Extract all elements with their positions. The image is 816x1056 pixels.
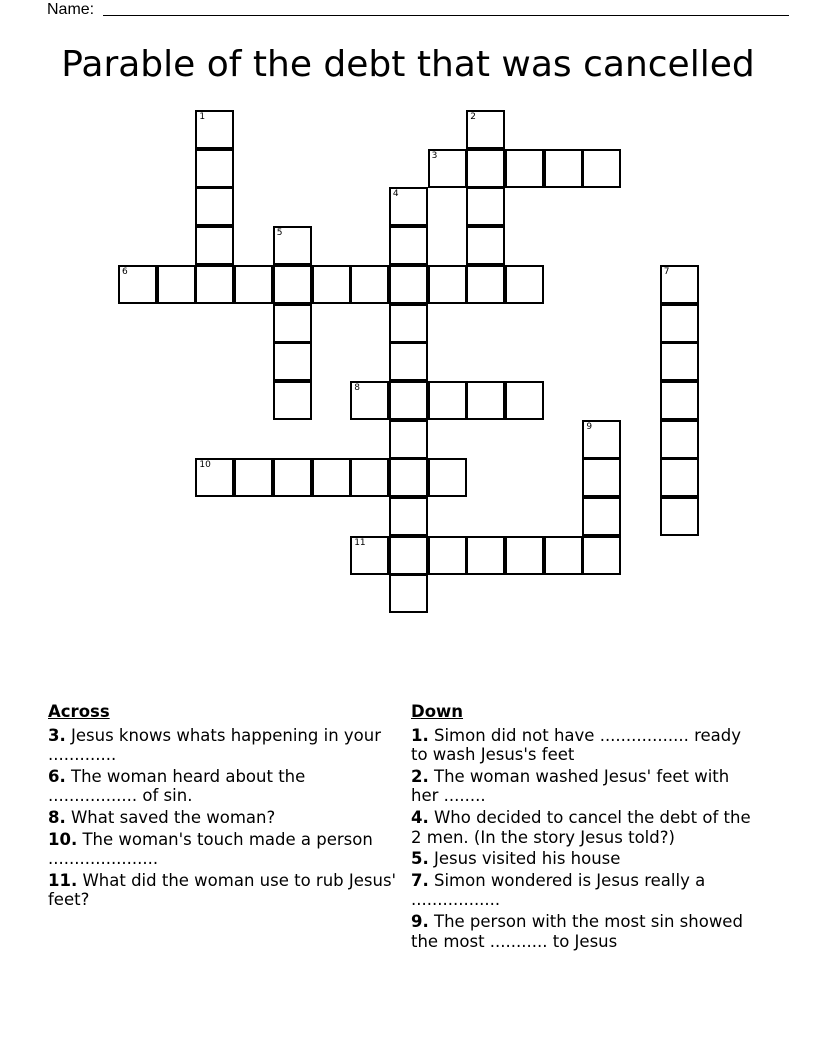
grid-cell[interactable] bbox=[505, 536, 544, 575]
grid-cell[interactable] bbox=[195, 458, 234, 497]
clue-number: 11 bbox=[354, 537, 366, 548]
grid-cell[interactable] bbox=[582, 497, 621, 536]
grid-cell[interactable] bbox=[505, 381, 544, 420]
clue-number: 9 bbox=[586, 421, 593, 432]
clue-text: Jesus knows whats happening in your ............. bbox=[48, 725, 381, 765]
name-label: Name: bbox=[47, 1, 95, 18]
grid-cell[interactable] bbox=[660, 420, 699, 459]
clue-text: Simon wondered is Jesus really a ................. bbox=[411, 870, 706, 910]
grid-cell[interactable] bbox=[234, 458, 273, 497]
clue-number: 10 bbox=[199, 460, 211, 471]
grid-cell[interactable] bbox=[660, 458, 699, 497]
clue-number: 9. bbox=[411, 911, 429, 931]
grid-cell[interactable] bbox=[195, 265, 234, 304]
grid-cell[interactable] bbox=[428, 149, 467, 188]
page-title: Parable of the debt that was cancelled bbox=[61, 44, 755, 85]
across-clue bbox=[48, 830, 398, 869]
clue-number: 10. bbox=[48, 829, 78, 849]
grid-cell[interactable] bbox=[544, 536, 583, 575]
clue-text: The person with the most sin showed the most ........... to Jesus bbox=[411, 911, 743, 951]
grid-cell[interactable] bbox=[312, 265, 351, 304]
clue-number: 3. bbox=[48, 725, 66, 745]
grid-cell[interactable] bbox=[466, 110, 505, 149]
clue-text: What saved the woman? bbox=[65, 807, 276, 827]
grid-cell[interactable] bbox=[466, 265, 505, 304]
grid-cell[interactable] bbox=[660, 497, 699, 536]
clue-number: 8. bbox=[48, 807, 66, 827]
clue-text: Jesus visited his house bbox=[428, 849, 621, 869]
grid-cell[interactable] bbox=[428, 381, 467, 420]
down-clue-list bbox=[411, 726, 761, 952]
grid-cell[interactable] bbox=[660, 265, 699, 304]
grid-cell[interactable] bbox=[428, 536, 467, 575]
grid-cell[interactable] bbox=[195, 226, 234, 265]
grid-cell[interactable] bbox=[466, 226, 505, 265]
across-clue bbox=[48, 726, 398, 765]
grid-cell[interactable] bbox=[582, 420, 621, 459]
grid-cell[interactable] bbox=[389, 304, 428, 343]
clue-number: 3 bbox=[431, 150, 438, 161]
grid-cell[interactable] bbox=[505, 149, 544, 188]
across-clue bbox=[48, 871, 398, 910]
grid-cell[interactable] bbox=[466, 149, 505, 188]
grid-cell[interactable] bbox=[273, 265, 312, 304]
down-clue bbox=[411, 726, 761, 765]
down-clue bbox=[411, 871, 761, 910]
across-clue bbox=[48, 767, 398, 806]
grid-cell[interactable] bbox=[582, 536, 621, 575]
grid-cell[interactable] bbox=[273, 458, 312, 497]
down-heading: Down bbox=[411, 702, 464, 721]
grid-cell[interactable] bbox=[195, 187, 234, 226]
grid-cell[interactable] bbox=[660, 381, 699, 420]
clue-number: 6 bbox=[122, 266, 128, 277]
grid-cell[interactable] bbox=[389, 342, 428, 381]
grid-cell[interactable] bbox=[428, 265, 467, 304]
clue-number: 2 bbox=[470, 112, 477, 122]
clue-number: 11. bbox=[48, 870, 78, 890]
grid-cell[interactable] bbox=[350, 381, 389, 420]
grid-cell[interactable] bbox=[660, 304, 699, 343]
grid-cell[interactable] bbox=[273, 304, 312, 343]
grid-cell[interactable] bbox=[350, 458, 389, 497]
grid-cell[interactable] bbox=[234, 265, 273, 304]
grid-cell[interactable] bbox=[389, 536, 428, 575]
grid-cell[interactable] bbox=[544, 149, 583, 188]
grid-cell[interactable] bbox=[118, 265, 157, 304]
across-clues bbox=[48, 702, 398, 912]
clue-number: 5. bbox=[411, 849, 429, 869]
clue-number: 6. bbox=[48, 766, 66, 786]
grid-cell[interactable] bbox=[312, 458, 351, 497]
grid-cell[interactable] bbox=[582, 458, 621, 497]
grid-cell[interactable] bbox=[195, 149, 234, 188]
across-clue-list bbox=[48, 726, 398, 910]
grid-cell[interactable] bbox=[195, 110, 234, 149]
down-clue bbox=[411, 767, 761, 806]
down-clue bbox=[411, 849, 761, 869]
clue-text: The woman washed Jesus' feet with her ........ bbox=[411, 766, 730, 806]
grid-cell[interactable] bbox=[273, 342, 312, 381]
down-clues bbox=[411, 702, 761, 953]
clue-text: The woman's touch made a person ..................... bbox=[48, 829, 373, 869]
grid-cell[interactable] bbox=[505, 265, 544, 304]
clue-number: 5 bbox=[276, 228, 283, 239]
grid-cell[interactable] bbox=[350, 536, 389, 575]
clue-number: 8 bbox=[354, 382, 360, 393]
across-heading: Across bbox=[48, 702, 110, 721]
grid-cell[interactable] bbox=[582, 149, 621, 188]
grid-cell[interactable] bbox=[428, 458, 467, 497]
grid-cell[interactable] bbox=[350, 265, 389, 304]
grid-cell[interactable] bbox=[466, 381, 505, 420]
grid-cell[interactable] bbox=[157, 265, 196, 304]
clue-number: 1 bbox=[199, 112, 206, 122]
grid-cell[interactable] bbox=[389, 265, 428, 304]
grid-cell[interactable] bbox=[389, 187, 428, 226]
clue-number: 7. bbox=[411, 870, 429, 890]
clue-text: Simon did not have ................. ready to wash Jesus's feet bbox=[411, 725, 742, 765]
clue-number: 7 bbox=[663, 266, 670, 277]
grid-cell[interactable] bbox=[389, 420, 428, 459]
grid-cell[interactable] bbox=[389, 226, 428, 265]
down-clue bbox=[411, 912, 761, 951]
clue-text: Who decided to cancel the debt of the 2 men. (In the story Jesus told?) bbox=[411, 807, 751, 847]
clue-text: The woman heard about the ................. of sin. bbox=[48, 766, 306, 806]
grid-cell[interactable] bbox=[466, 187, 505, 226]
grid-cell[interactable] bbox=[273, 381, 312, 420]
across-clue bbox=[48, 808, 398, 828]
grid-cell[interactable] bbox=[389, 458, 428, 497]
clue-number: 2. bbox=[411, 766, 429, 786]
grid-cell[interactable] bbox=[466, 536, 505, 575]
grid-cell[interactable] bbox=[389, 574, 428, 613]
grid-cell[interactable] bbox=[273, 226, 312, 265]
down-clue bbox=[411, 808, 761, 847]
grid-cell[interactable] bbox=[660, 342, 699, 381]
clue-number: 4. bbox=[411, 807, 429, 827]
grid-cell[interactable] bbox=[389, 381, 428, 420]
clue-text: What did the woman use to rub Jesus' feet? bbox=[48, 870, 397, 910]
clue-number: 4 bbox=[392, 189, 399, 200]
clue-number: 1. bbox=[411, 725, 429, 745]
grid-cell[interactable] bbox=[389, 497, 428, 536]
